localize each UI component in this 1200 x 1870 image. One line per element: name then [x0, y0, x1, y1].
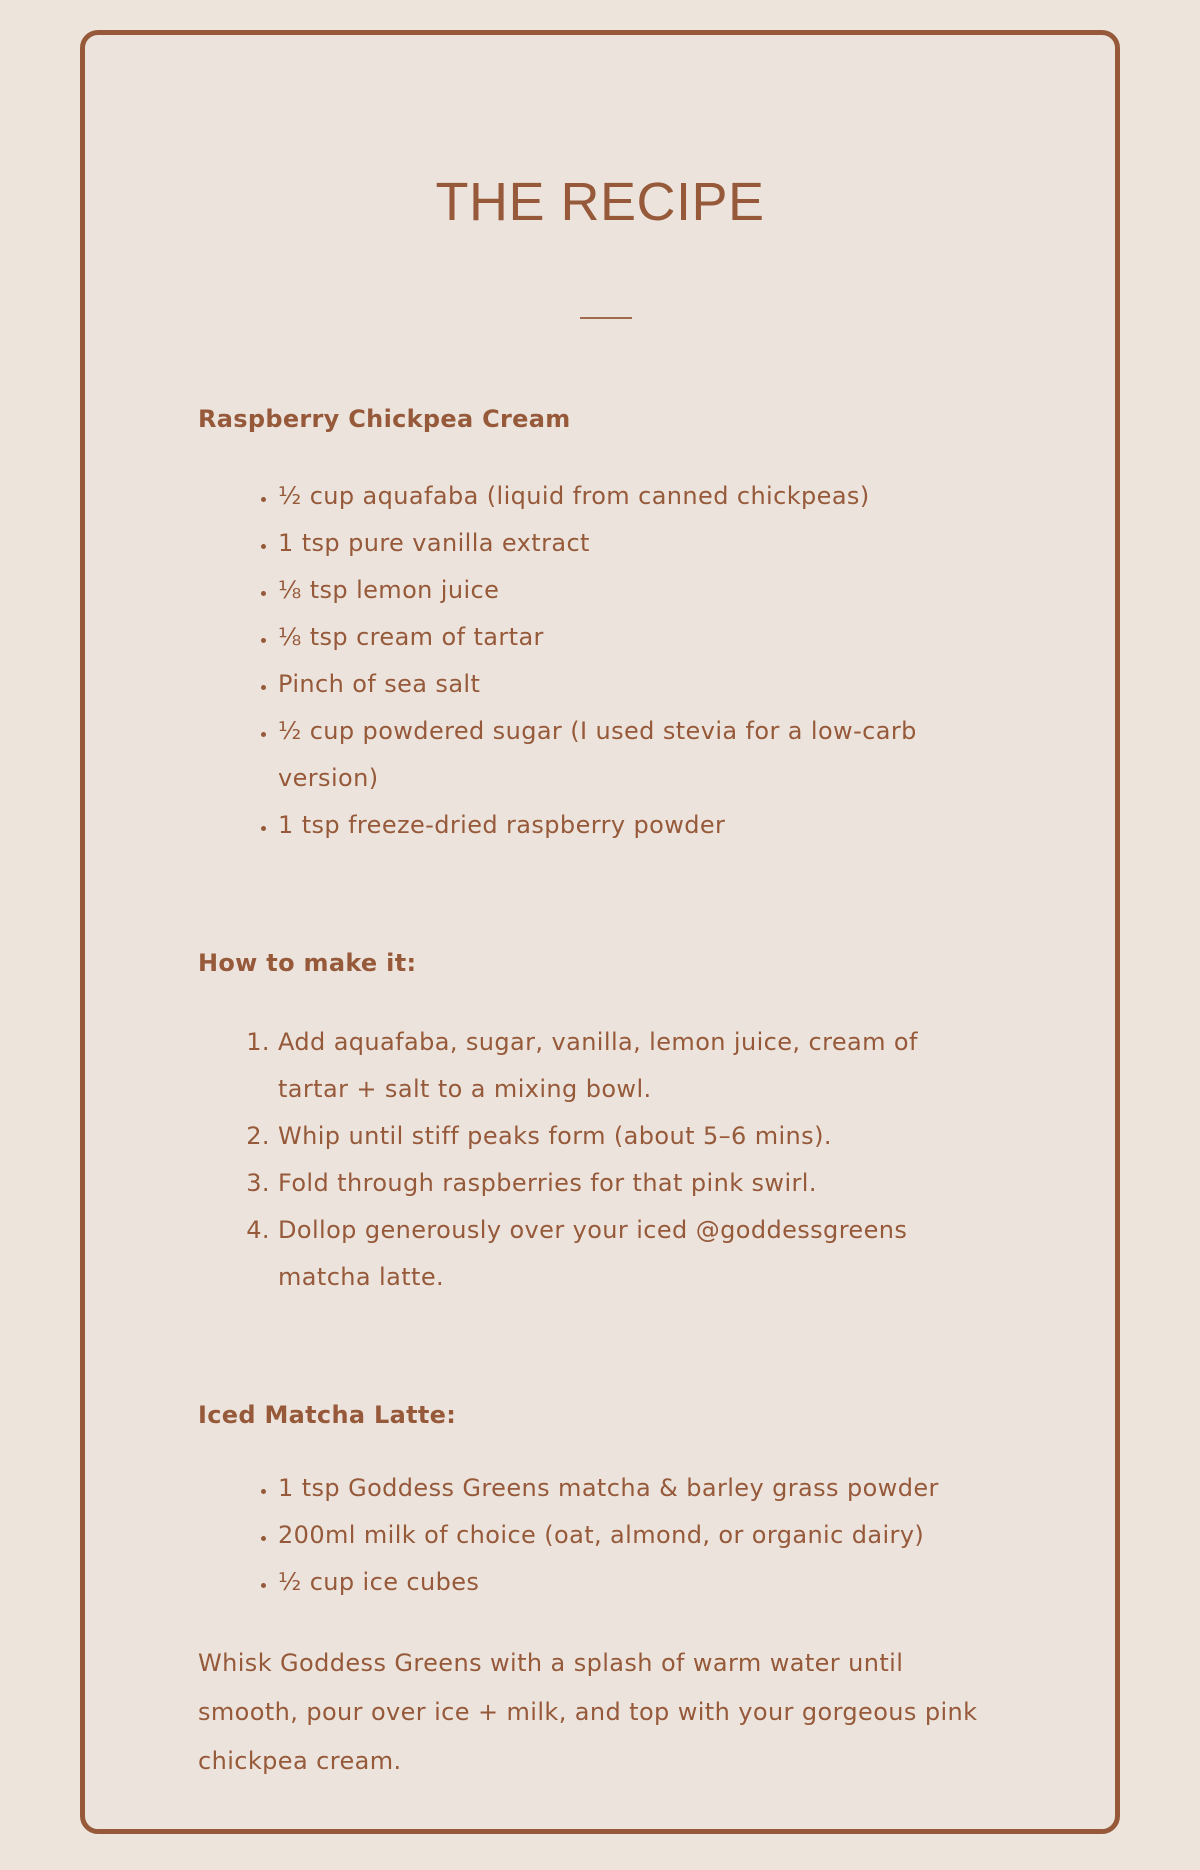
list-item: • ⅛ tsp lemon juice — [278, 567, 988, 614]
list-item: • ½ cup aquafaba (liquid from canned chickpeas) — [278, 473, 988, 520]
list-item: • 200ml milk of choice (oat, almond, or organic dairy) — [278, 1512, 988, 1559]
step-item: 2. Whip until stiff peaks form (about 5–6 mins). — [278, 1113, 988, 1160]
list-item: • 1 tsp pure vanilla extract — [278, 520, 988, 567]
latte-ingredient-list — [198, 1465, 988, 1606]
list-item: • 1 tsp freeze-dried raspberry powder — [278, 802, 988, 849]
title-divider — [580, 317, 632, 319]
cream-heading: Raspberry Chickpea Cream — [198, 405, 571, 433]
cream-ingredient-list — [198, 473, 988, 849]
step-item: 3. Fold through raspberries for that pink swirl. — [278, 1160, 988, 1207]
method-step-list — [198, 1019, 988, 1301]
step-item: 1. Add aquafaba, sugar, vanilla, lemon juice, cream of tartar + salt to a mixing bowl. — [278, 1019, 988, 1113]
latte-heading: Iced Matcha Latte: — [198, 1401, 457, 1429]
step-item: 4. Dollop generously over your iced @goddessgreens matcha latte. — [278, 1207, 988, 1301]
latte-instructions: Whisk Goddess Greens with a splash of warm water until smooth, pour over ice + milk, and top with your gorgeous pink chickpea cream. — [198, 1649, 978, 1775]
list-item: • 1 tsp Goddess Greens matcha & barley grass powder — [278, 1465, 988, 1512]
recipe-content — [198, 375, 988, 1786]
recipe-card — [80, 30, 1120, 1834]
list-item: • Pinch of sea salt — [278, 661, 988, 708]
page-title: THE RECIPE — [435, 172, 765, 232]
list-item: • ⅛ tsp cream of tartar — [278, 614, 988, 661]
list-item: • ½ cup ice cubes — [278, 1559, 988, 1606]
method-heading: How to make it: — [198, 949, 417, 977]
list-item: • ½ cup powdered sugar (I used stevia for a low-carb version) — [278, 708, 988, 802]
